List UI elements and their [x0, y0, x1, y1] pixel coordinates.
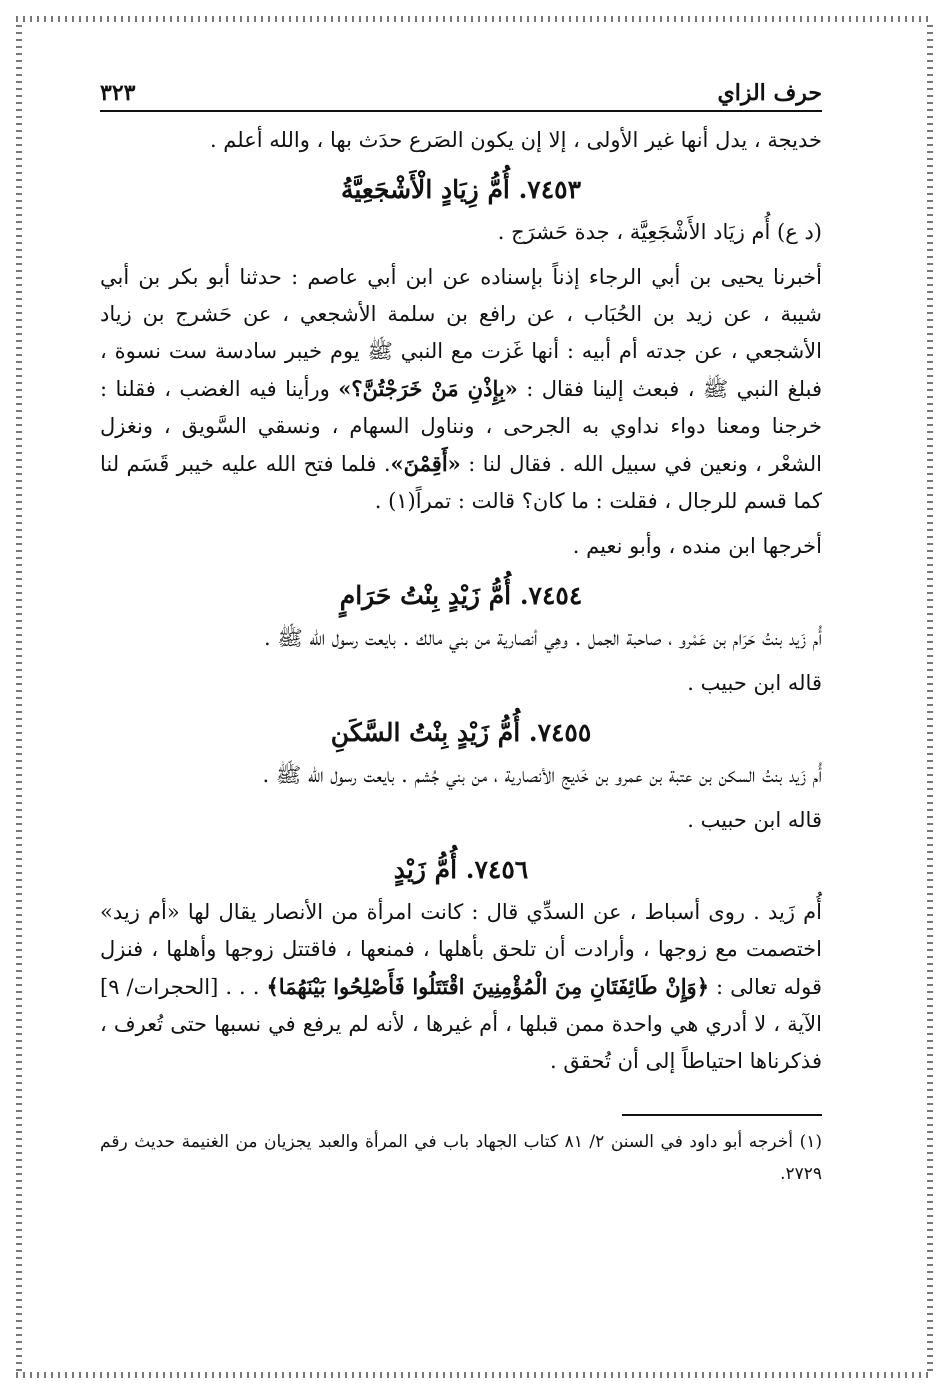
text-segment: ورأينا فيه الغضب ، فقلنا : خرجنا ومعنا دواء نداوي به الجرحى ، ونناول السهام ، ونسقي السَّويق ، ونغزل الشعْر ، ونعين في سبيل الله . فقال لنا : [100, 377, 823, 476]
quran-quote: ﴿وَإِنْ طَائِفَتَانِ مِنَ الْمُؤْمِنِينَ اقْتَتَلُوا فَأَصْلِحُوا بَيْنَهُمَا﴾ [266, 974, 709, 999]
entry-7454-p1: أُم زَيد بنتُ حَرَام بن عَمْرو ، صاحبة الجمل . وهِي أنصارية من بني مالك . بايعت رسول الله ﷺ . [264, 626, 822, 650]
entry-heading-7454: ٧٤٥٤. أُمُّ زَيْدٍ بِنْتُ حَرَامٍ [339, 581, 583, 610]
page-header [100, 80, 822, 112]
entry-7453-p2 [100, 259, 822, 520]
entry-7456-p1 [100, 894, 822, 1080]
entry-7455-p2: قاله ابن حبيب . [687, 808, 822, 832]
entry-heading-7456: ٧٤٥٦. أُمُّ زَيْدٍ [393, 855, 529, 884]
text-segment: أخبرنا يحيى بن أبي الرجاء إذناً بإسناده عن ابن أبي عاصم : حدثنا أبو بكر بن أبي شيبة ، عن زيد بن الحُبَاب ، عن رافع بن سلمة الأشجعي ، عن حَشرج بن زياد الأشجعي ، عن جدته أم أبيه : أنها غَزت مع النبي ﷺ يوم خيبر سادسة ست نسوة ، فبلغ النبي ﷺ ، فبعث إلينا فقال : [100, 265, 822, 401]
intro-paragraph: خديجة ، يدل أنها غير الأولى ، إلا إن يكون الصَرع حدَث بها ، والله أعلم . [209, 128, 822, 152]
entry-7453-p3: أخرجها ابن منده ، وأبو نعيم . [572, 534, 822, 558]
entry-heading-7455: ٧٤٥٥. أُمُّ زَيْدٍ بِنْتُ السَّكَنِ [330, 718, 592, 747]
entry-7454-p2: قاله ابن حبيب . [687, 671, 822, 695]
entry-heading-7453: ٧٤٥٣. أُمُّ زِيَادٍ الْأَشْجَعِيَّةُ [340, 175, 582, 204]
book-page [100, 80, 822, 1190]
text-segment: أُم زَيد . روى أسباط ، عن السدِّي قال : كانت امرأة من الأنصار يقال لها «أم زيد» اختصمت مع زوجها ، وأرادت أن تلحق بأهلها ، فمنعها ، فاقتتل زوجها وأهلها ، فنزل قوله تعالى : [100, 900, 823, 999]
page-number: ٣٢٣ [100, 80, 136, 106]
text-segment: . فلما فتح الله عليه خيبر قَسَم لنا كما قسم للرجال ، فقلت : ما كان؟ قالت : تمراً(١) . [100, 452, 822, 513]
footnote: (١) أخرجه أبو داود في السنن ٢/ ٨١ كتاب الجهاد باب في المرأة والعبد يجزيان من الغنيمة حديث رقم ٢٧٢٩. [100, 1132, 822, 1184]
footnote-divider [622, 1114, 822, 1116]
hadith-quote: «أَقِمْنَ» [390, 451, 461, 476]
entry-7455-p1: أُم زَيد بنتُ السكن بن عتبة بن عمرو بن خَديج الأنصارية ، من بني جُشم . بايعت رسول الله ﷺ . [262, 763, 822, 787]
hadith-quote: «بِإِذْنِ مَنْ خَرَجْتُنَّ؟» [338, 376, 518, 401]
entry-7453-p1: (د ع) أُم زيَاد الأَشْجَعِيَّة ، جدة حَشرَج . [497, 220, 822, 244]
text-segment: . . . [الحجرات/ ٩] الآية ، لا أدري هي واحدة ممن قبلها ، أم غيرها ، لأنه لم يرفع في نسبها حتى تُعرف ، فذكرناها احتياطاً إلى أن تُحقق . [100, 975, 822, 1073]
running-title: حرف الزاي [717, 80, 822, 106]
